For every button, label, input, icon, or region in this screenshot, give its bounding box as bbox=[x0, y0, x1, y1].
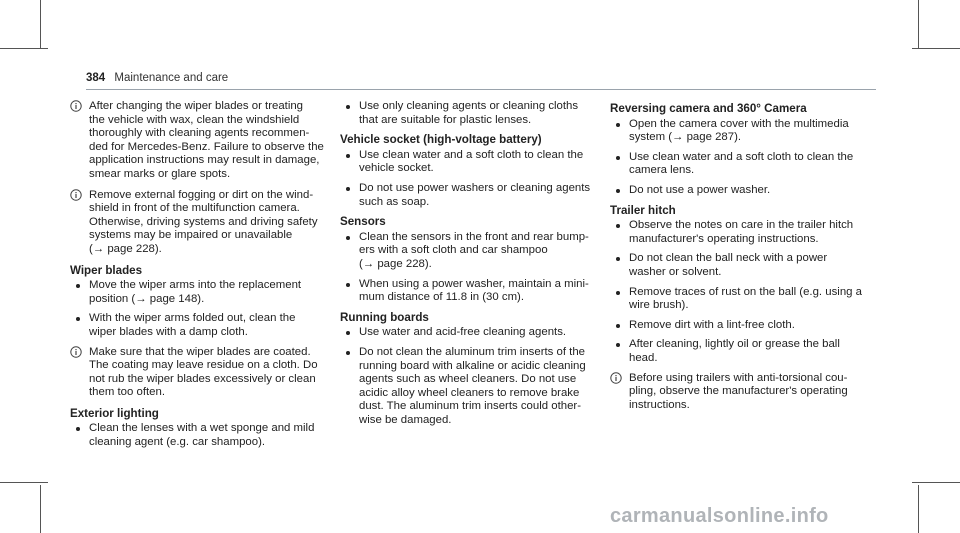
bullet-icon bbox=[616, 156, 620, 160]
text-line: smear marks or glare spots. bbox=[89, 167, 231, 180]
section-title: Maintenance and care bbox=[114, 72, 229, 84]
list-item bbox=[340, 231, 598, 272]
list-item bbox=[70, 312, 328, 339]
crop-mark bbox=[918, 0, 919, 48]
bullet-icon bbox=[616, 343, 620, 347]
section-heading: Reversing camera and 360° Camera bbox=[610, 102, 807, 115]
text-line: With the wiper arms folded out, clean the bbox=[89, 312, 296, 325]
text-line: not rub the wiper blades excessively or clean bbox=[89, 372, 316, 385]
text-line: cleaning agent (e.g. car shampoo). bbox=[89, 436, 266, 449]
watermark: carmanualsonline.info bbox=[610, 505, 829, 527]
section-heading: Exterior lighting bbox=[70, 406, 159, 420]
text-line: position (→ page 148). bbox=[89, 292, 205, 305]
bullet-icon bbox=[76, 317, 80, 321]
text-line: shield in front of the multifunction camera. bbox=[89, 202, 300, 215]
text-line: application instructions may result in damage, bbox=[89, 154, 320, 167]
crop-mark bbox=[918, 485, 919, 533]
info-icon bbox=[70, 346, 82, 363]
list-item bbox=[340, 182, 598, 209]
text-line: When using a power washer, maintain a mini- bbox=[359, 277, 589, 290]
bullet-icon bbox=[616, 257, 620, 261]
text-line: (→ page 228). bbox=[359, 257, 432, 270]
text-line: Do not use a power washer. bbox=[629, 183, 771, 196]
column-1 bbox=[70, 100, 328, 456]
bullet-icon bbox=[616, 123, 620, 127]
text-line: vehicle socket. bbox=[359, 162, 434, 175]
note-block bbox=[70, 346, 328, 400]
page-header bbox=[86, 72, 228, 84]
text-line: them too often. bbox=[89, 386, 165, 399]
bullet-icon bbox=[346, 331, 350, 335]
bullet-icon bbox=[346, 283, 350, 287]
text-line: agents such as wheel cleaners. Do not use bbox=[359, 373, 577, 386]
text-line: Remove external fogging or dirt on the wind- bbox=[89, 188, 314, 201]
bullet-icon bbox=[346, 154, 350, 158]
note-block bbox=[610, 372, 872, 413]
bullet-icon bbox=[76, 427, 80, 431]
bullet-icon bbox=[346, 236, 350, 240]
text-line: Use water and acid-free cleaning agents. bbox=[359, 326, 567, 339]
crop-mark bbox=[0, 48, 48, 49]
bullet-icon bbox=[616, 189, 620, 193]
text-line: thoroughly with cleaning agents recommen- bbox=[89, 127, 310, 140]
text-line: such as soap. bbox=[359, 195, 430, 208]
text-line: camera lens. bbox=[629, 164, 695, 177]
crop-mark bbox=[0, 482, 48, 483]
text-line: acidic alloy wheel cleaners to remove brake bbox=[359, 386, 580, 399]
text-line: Clean the lenses with a wet sponge and mild bbox=[89, 422, 315, 435]
list-item bbox=[610, 151, 872, 178]
bullet-icon bbox=[616, 324, 620, 328]
text-line: Remove dirt with a lint-free cloth. bbox=[629, 318, 795, 331]
text-line: Make sure that the wiper blades are coated. bbox=[89, 345, 311, 358]
page-number: 384 bbox=[86, 72, 106, 84]
info-icon bbox=[610, 372, 622, 389]
text-line: wiper blades with a damp cloth. bbox=[89, 325, 248, 338]
text-line: Remove traces of rust on the ball (e.g. using a bbox=[629, 285, 862, 298]
text-line: running board with alkaline or acidic cleaning bbox=[359, 359, 586, 372]
section-heading: Vehicle socket (high-voltage battery) bbox=[340, 133, 542, 147]
text-line: dust. The aluminum trim inserts could other- bbox=[359, 400, 581, 413]
note-block bbox=[70, 100, 328, 182]
section-heading: Running boards bbox=[340, 310, 429, 324]
text-line: instructions. bbox=[629, 398, 690, 411]
text-line: (→ page 228). bbox=[89, 242, 162, 255]
text-line: Use only cleaning agents or cleaning cloths bbox=[359, 100, 579, 112]
crop-mark bbox=[40, 485, 41, 533]
crop-mark bbox=[912, 48, 960, 49]
text-line: manufacturer's operating instructions. bbox=[629, 232, 819, 245]
text-line: The coating may leave residue on a cloth. Do bbox=[89, 359, 318, 372]
list-item bbox=[340, 149, 598, 176]
bullet-icon bbox=[616, 291, 620, 295]
bullet-icon bbox=[616, 224, 620, 228]
text-line: Otherwise, driving systems and driving safety bbox=[89, 215, 318, 228]
list-item bbox=[610, 252, 872, 279]
text-line: Do not clean the aluminum trim inserts of the bbox=[359, 345, 586, 358]
note-block bbox=[70, 189, 328, 257]
crop-mark bbox=[40, 0, 41, 48]
text-line: that are suitable for plastic lenses. bbox=[359, 113, 532, 126]
header-rule bbox=[86, 89, 876, 90]
section-heading: Trailer hitch bbox=[610, 203, 676, 217]
list-item bbox=[610, 338, 872, 365]
list-item bbox=[340, 326, 598, 340]
text-line: Before using trailers with anti-torsional cou- bbox=[629, 371, 848, 384]
text-line: After cleaning, lightly oil or grease the ball bbox=[629, 338, 840, 351]
text-line: mum distance of 11.8 in (30 cm). bbox=[359, 291, 525, 304]
section-heading: Sensors bbox=[340, 215, 386, 229]
text-line: wise be damaged. bbox=[359, 413, 452, 426]
text-line: wire brush). bbox=[629, 299, 689, 312]
list-item bbox=[340, 278, 598, 305]
list-item bbox=[340, 346, 598, 428]
list-item bbox=[610, 118, 872, 145]
text-line: Clean the sensors in the front and rear bump- bbox=[359, 230, 589, 243]
text-line: ded for Mercedes-Benz. Failure to observe the bbox=[89, 140, 324, 153]
bullet-icon bbox=[76, 284, 80, 288]
text-line: Use clean water and a soft cloth to clean the bbox=[629, 150, 854, 163]
text-line: the vehicle with wax, clean the windshield bbox=[89, 113, 300, 126]
text-line: pling, observe the manufacturer's operating bbox=[629, 385, 848, 398]
bullet-icon bbox=[346, 351, 350, 355]
text-line: Do not clean the ball neck with a power bbox=[629, 252, 828, 265]
text-line: Do not use power washers or cleaning agents bbox=[359, 181, 591, 194]
info-icon bbox=[70, 100, 82, 117]
bullet-icon bbox=[346, 187, 350, 191]
list-item bbox=[610, 219, 872, 246]
crop-mark bbox=[912, 482, 960, 483]
text-line: washer or solvent. bbox=[629, 265, 722, 278]
section-heading: Wiper blades bbox=[70, 263, 143, 277]
text-line: Use clean water and a soft cloth to clean the bbox=[359, 148, 584, 161]
list-item bbox=[70, 279, 328, 306]
text-line: systems may be impaired or unavailable bbox=[89, 229, 293, 242]
list-item bbox=[610, 286, 872, 313]
list-item bbox=[70, 422, 328, 449]
text-line: head. bbox=[629, 351, 658, 364]
text-line: Observe the notes on care in the trailer hitch bbox=[629, 219, 854, 232]
list-item bbox=[340, 100, 598, 127]
column-2 bbox=[340, 100, 598, 433]
text-line: Move the wiper arms into the replacement bbox=[89, 279, 302, 292]
list-item bbox=[610, 319, 872, 333]
text-line: ers with a soft cloth and car shampoo bbox=[359, 244, 548, 257]
text-line: After changing the wiper blades or treating bbox=[89, 100, 304, 112]
info-icon bbox=[70, 189, 82, 206]
column-3 bbox=[610, 100, 872, 419]
text-line: Open the camera cover with the multimedia bbox=[629, 117, 849, 130]
list-item bbox=[610, 184, 872, 198]
bullet-icon bbox=[346, 105, 350, 109]
text-line: system (→ page 287). bbox=[629, 131, 742, 144]
